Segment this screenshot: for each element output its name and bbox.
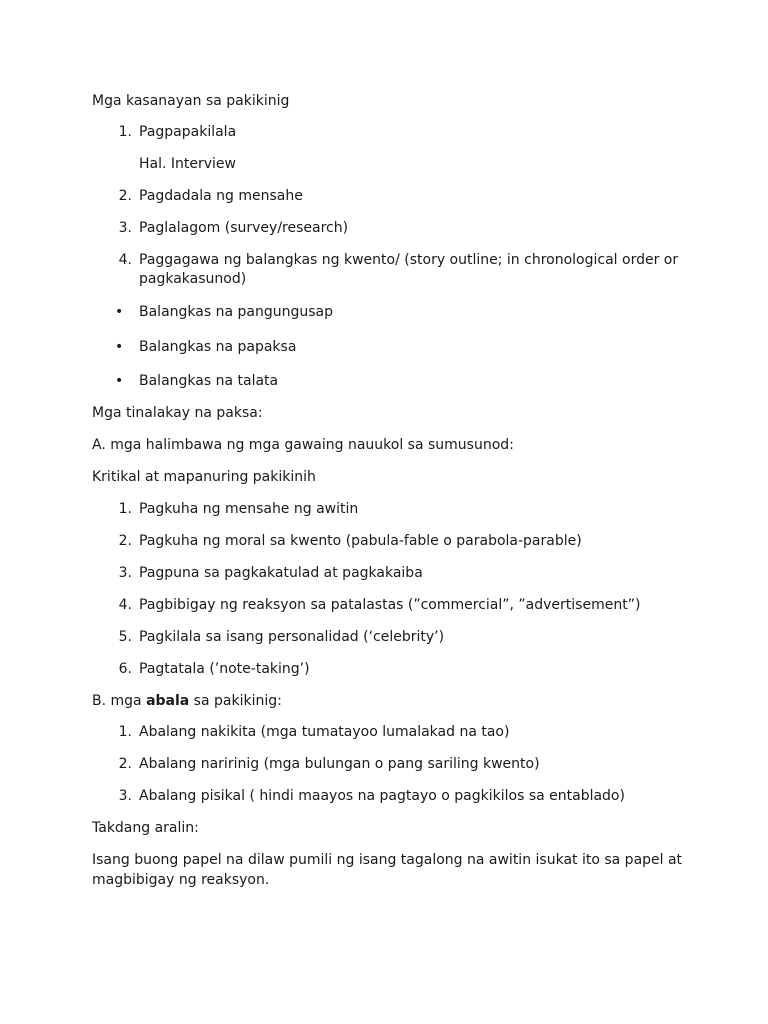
list-text: Abalang pisikal ( hindi maayos na pagtayo o pagkikilos sa entablado) bbox=[139, 788, 625, 804]
list-text: Paglalagom (survey/research) bbox=[139, 220, 349, 236]
bullet-icon: • bbox=[115, 304, 124, 320]
section-b-bold-word: abala bbox=[146, 693, 190, 709]
section-a-heading: A. mga halimbawa ng mga gawaing nauukol sa sumusunod: bbox=[92, 437, 514, 453]
section-b-heading bbox=[92, 692, 282, 710]
list-item bbox=[118, 187, 699, 205]
list-number: 2. bbox=[118, 188, 132, 204]
list-item bbox=[118, 532, 699, 550]
list-item bbox=[118, 787, 699, 805]
list-item bbox=[118, 755, 699, 773]
bullet-item bbox=[115, 303, 699, 321]
list-item bbox=[118, 596, 699, 614]
list-number: 2. bbox=[118, 533, 132, 549]
list-number: 3. bbox=[118, 788, 132, 804]
list-number: 3. bbox=[118, 565, 132, 581]
bullet-text: Balangkas na talata bbox=[139, 373, 279, 389]
list-text: Pagkuha ng mensahe ng awitin bbox=[139, 501, 359, 517]
bullet-text: Balangkas na papaksa bbox=[139, 339, 297, 355]
bullet-icon: • bbox=[115, 339, 124, 355]
list-text: Pagkuha ng moral sa kwento (pabula-fable o parabola-parable) bbox=[139, 533, 582, 549]
list-item bbox=[118, 251, 699, 289]
list-text: Abalang naririnig (mga bulungan o pang sariling kwento) bbox=[139, 756, 540, 772]
heading-tinalakay: Mga tinalakay na paksa: bbox=[92, 405, 263, 421]
list-number: 5. bbox=[118, 629, 132, 645]
list-text: Abalang nakikita (mga tumatayoo lumalakad na tao) bbox=[139, 724, 510, 740]
section-a-subheading: Kritikal at mapanuring pakikinih bbox=[92, 469, 316, 485]
list-item bbox=[118, 660, 699, 678]
list-text: Pagbibigay ng reaksyon sa patalastas (”commercial”, ”advertisement”) bbox=[139, 597, 641, 613]
list-item bbox=[118, 500, 699, 518]
list-text: Pagkilala sa isang personalidad (‘celebrity’) bbox=[139, 629, 445, 645]
list-text: Pagdadala ng mensahe bbox=[139, 188, 303, 204]
list-number: 2. bbox=[118, 756, 132, 772]
section-b-prefix: B. mga bbox=[92, 693, 147, 709]
list-text: Pagtatala (’note-taking’) bbox=[139, 661, 310, 677]
list-item bbox=[118, 564, 699, 582]
assignment-paragraph: Isang buong papel na dilaw pumili ng isang tagalong na awitin isukat ito sa papel at magbibigay ng reaksyon. bbox=[92, 852, 683, 888]
bullet-icon: • bbox=[115, 373, 124, 389]
section-b-suffix: sa pakikinig: bbox=[189, 693, 282, 709]
list-text: Paggagawa ng balangkas ng kwento/ (story outline; in chronological order or pagkakasunod) bbox=[139, 252, 679, 287]
list-text: Pagpapakilala bbox=[139, 124, 237, 140]
list-example: Hal. Interview bbox=[139, 156, 236, 172]
bullet-item bbox=[115, 338, 699, 356]
list-number: 3. bbox=[118, 220, 132, 236]
list-number: 6. bbox=[118, 661, 132, 677]
list-number: 1. bbox=[118, 724, 132, 740]
list-text: Pagpuna sa pagkakatulad at pagkakaiba bbox=[139, 565, 423, 581]
heading-kasanayan: Mga kasanayan sa pakikinig bbox=[92, 93, 290, 109]
list-number: 1. bbox=[118, 124, 132, 140]
list-number: 1. bbox=[118, 501, 132, 517]
list-number: 4. bbox=[118, 597, 132, 613]
bullet-text: Balangkas na pangungusap bbox=[139, 304, 333, 320]
list-number: 4. bbox=[118, 252, 132, 268]
bullet-item bbox=[115, 372, 699, 390]
list-item bbox=[118, 219, 699, 237]
list-item bbox=[118, 628, 699, 646]
heading-takdang-aralin: Takdang aralin: bbox=[92, 820, 199, 836]
list-item bbox=[118, 123, 699, 141]
list-item bbox=[118, 723, 699, 741]
